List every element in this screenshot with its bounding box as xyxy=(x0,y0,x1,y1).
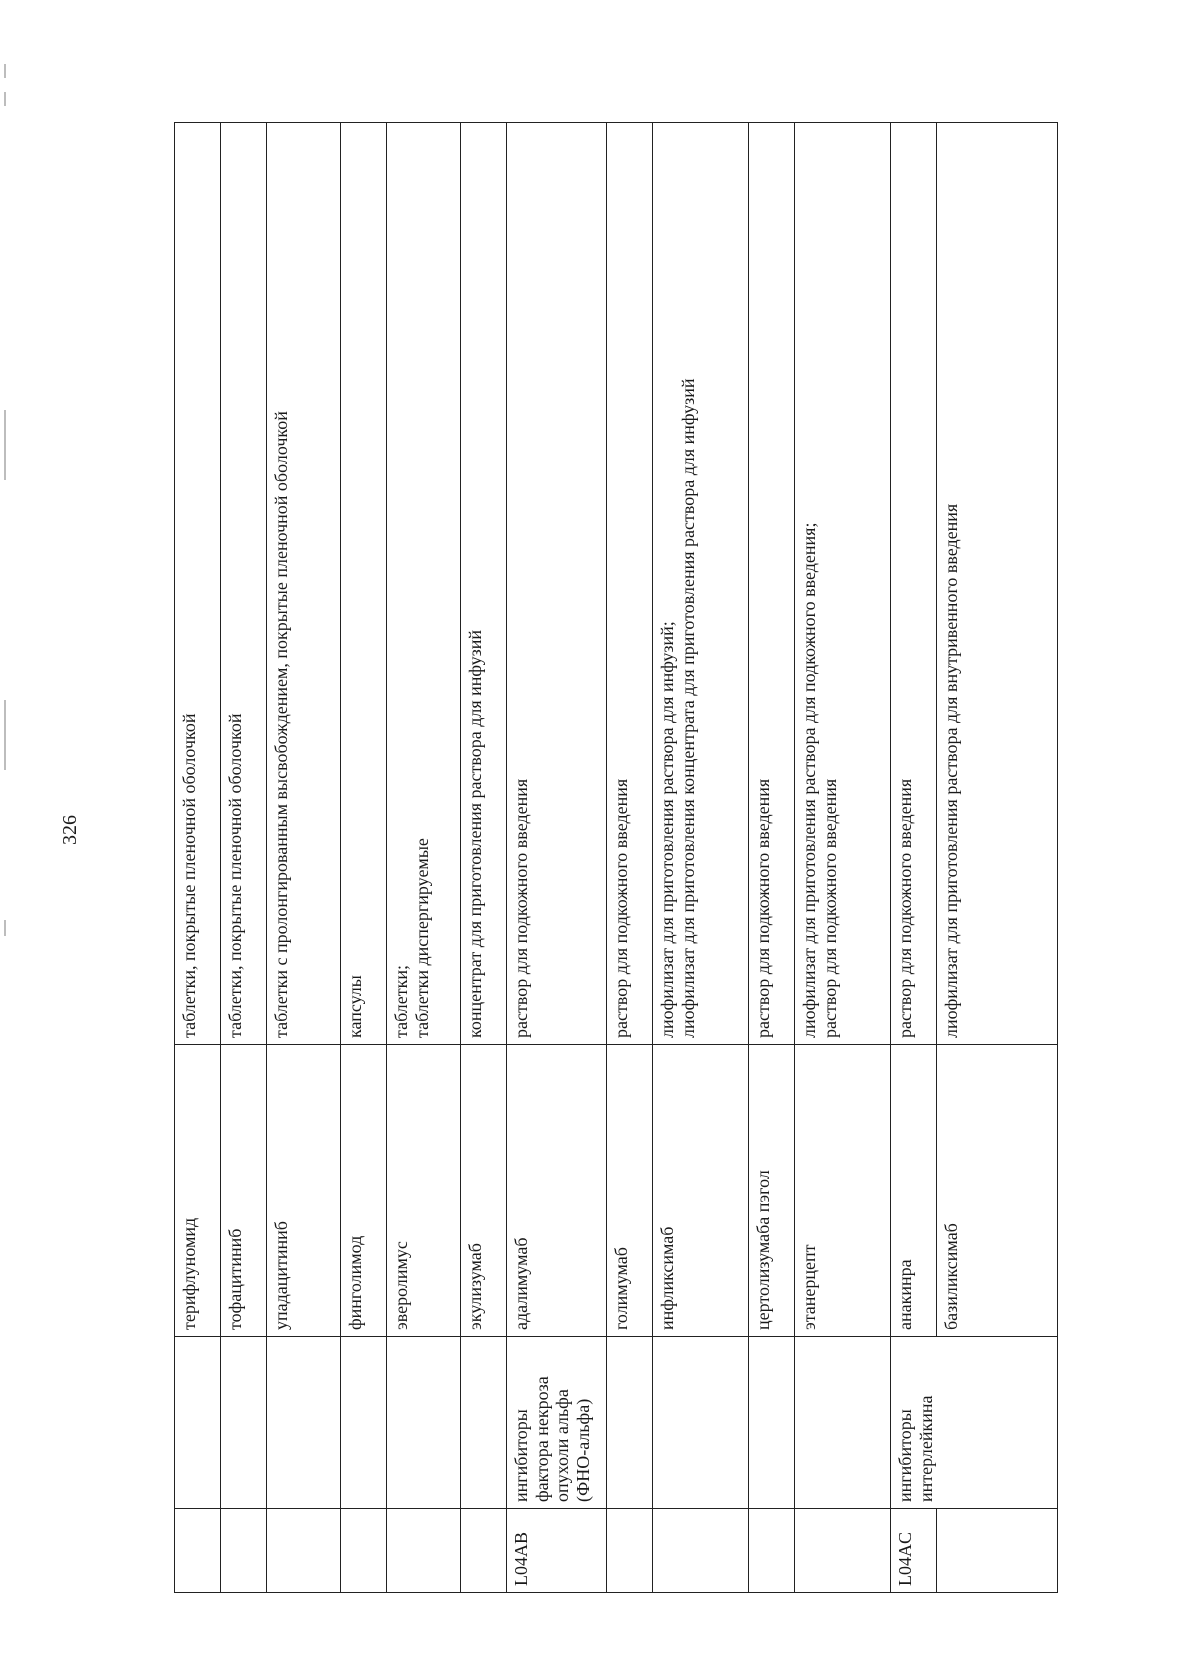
group-cell xyxy=(607,1337,653,1509)
table-row xyxy=(795,123,891,1593)
group-cell xyxy=(341,1337,387,1509)
scan-edge-mark xyxy=(4,92,6,106)
dosage-form-cell: лиофилизат для приготовления раствора для инфузий; лиофилизат для приготовления концентрата для приготовления раствора для инфузий xyxy=(653,123,749,1045)
drug-name-cell: терифлуномид xyxy=(175,1045,221,1337)
scan-edge-mark xyxy=(4,410,6,480)
drug-name-cell: упадацитиниб xyxy=(267,1045,341,1337)
page-number: 326 xyxy=(59,815,81,845)
table-row xyxy=(175,123,221,1593)
group-cell xyxy=(795,1337,891,1509)
group-cell xyxy=(653,1337,749,1509)
dosage-form-cell: лиофилизат для приготовления раствора для подкожного введения; раствор для подкожного введения xyxy=(795,123,891,1045)
atc-code-cell: L04AB xyxy=(507,1509,607,1593)
dosage-form-cell: таблетки с пролонгированным высвобождением, покрытые пленочной оболочкой xyxy=(267,123,341,1045)
atc-code-cell xyxy=(267,1509,341,1593)
table-row xyxy=(221,123,267,1593)
group-cell xyxy=(461,1337,507,1509)
table-row xyxy=(461,123,507,1593)
table-row xyxy=(507,123,607,1593)
drug-name-cell: экулизумаб xyxy=(461,1045,507,1337)
group-cell xyxy=(221,1337,267,1509)
dosage-form-cell: таблетки, покрытые пленочной оболочкой xyxy=(221,123,267,1045)
table-row xyxy=(387,123,461,1593)
drug-name-cell: цертолизумаба пэгол xyxy=(749,1045,795,1337)
group-cell xyxy=(267,1337,341,1509)
scan-edge-mark xyxy=(4,64,6,78)
dosage-form-cell: раствор для подкожного введения xyxy=(507,123,607,1045)
medications-table-wrapper xyxy=(174,123,1058,1593)
drug-name-cell: голимумаб xyxy=(607,1045,653,1337)
dosage-form-cell: раствор для подкожного введения xyxy=(749,123,795,1045)
group-cell xyxy=(175,1337,221,1509)
medications-table xyxy=(174,122,1058,1593)
table-row xyxy=(653,123,749,1593)
table-row xyxy=(607,123,653,1593)
table-row xyxy=(891,123,937,1593)
scan-edge-mark xyxy=(4,700,6,770)
dosage-form-cell: таблетки; таблетки диспергируемые xyxy=(387,123,461,1045)
dosage-form-cell: капсулы xyxy=(341,123,387,1045)
dosage-form-cell: концентрат для приготовления раствора для инфузий xyxy=(461,123,507,1045)
scan-edge-mark xyxy=(4,920,6,936)
drug-name-cell: эверолимус xyxy=(387,1045,461,1337)
drug-name-cell: базиликсимаб xyxy=(937,1045,1058,1337)
drug-name-cell: адалимумаб xyxy=(507,1045,607,1337)
drug-name-cell: инфликсимаб xyxy=(653,1045,749,1337)
table-row xyxy=(267,123,341,1593)
atc-code-cell xyxy=(653,1509,749,1593)
dosage-form-cell: таблетки, покрытые пленочной оболочкой xyxy=(175,123,221,1045)
atc-code-cell xyxy=(937,1509,1058,1593)
dosage-form-cell: лиофилизат для приготовления раствора для внутривенного введения xyxy=(937,123,1058,1045)
dosage-form-cell: раствор для подкожного введения xyxy=(891,123,937,1045)
atc-code-cell: L04AC xyxy=(891,1509,937,1593)
atc-code-cell xyxy=(175,1509,221,1593)
group-cell: ингибиторы фактора некроза опухоли альфа (ФНО-альфа) xyxy=(507,1337,607,1509)
dosage-form-cell: раствор для подкожного введения xyxy=(607,123,653,1045)
drug-name-cell: анакинра xyxy=(891,1045,937,1337)
drug-name-cell: этанерцепт xyxy=(795,1045,891,1337)
group-cell xyxy=(387,1337,461,1509)
drug-name-cell: финголимод xyxy=(341,1045,387,1337)
atc-code-cell xyxy=(749,1509,795,1593)
table-row xyxy=(341,123,387,1593)
atc-code-cell xyxy=(387,1509,461,1593)
group-cell xyxy=(749,1337,795,1509)
atc-code-cell xyxy=(461,1509,507,1593)
atc-code-cell xyxy=(607,1509,653,1593)
atc-code-cell xyxy=(221,1509,267,1593)
table-row xyxy=(749,123,795,1593)
group-cell: ингибиторы интерлейкина xyxy=(891,1337,1058,1509)
drug-name-cell: тофацитиниб xyxy=(221,1045,267,1337)
atc-code-cell xyxy=(795,1509,891,1593)
atc-code-cell xyxy=(341,1509,387,1593)
